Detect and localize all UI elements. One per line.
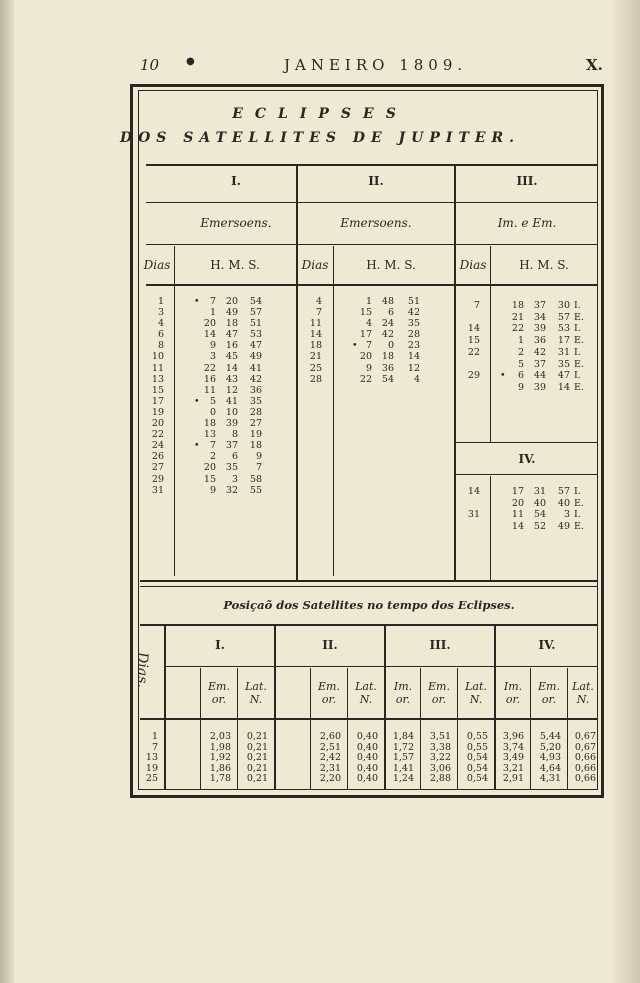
header-ornament: ● xyxy=(186,56,199,67)
rule xyxy=(174,246,175,576)
sat4-label: IV. xyxy=(518,452,536,466)
rule xyxy=(146,202,598,203)
sat3-type: Im. e Em. xyxy=(497,216,557,230)
sat3-hms-header: H. M. S. xyxy=(519,258,569,272)
sat2-seconds: 51 42 35 28 23 14 12 4 xyxy=(407,296,420,385)
pos-sat2-lat: 0,40 0,40 0,40 0,40 0,40 xyxy=(356,731,378,784)
sat1-hours: 7 1 20 14 9 3 22 16 11 5 0 18 13 7 2 20 15 9 xyxy=(203,296,216,496)
pos-sat3-im-header: Im. or. xyxy=(393,680,413,706)
pos-sat4-im-header: Im. or. xyxy=(503,680,523,706)
rule xyxy=(146,244,598,245)
sat1-seconds: 54 57 51 53 47 49 41 42 36 35 28 27 19 18 9 7 58 55 xyxy=(249,296,262,496)
sat2-dias: 4 7 11 14 18 21 25 28 xyxy=(309,296,322,385)
pos-sat4-em-header: Em. or. xyxy=(538,680,560,706)
pos-sat4-lat: 0,67 0,67 0,66 0,66 0,66 xyxy=(574,731,596,784)
sat3-dias: 7 14 15 22 29 xyxy=(467,300,480,382)
rule xyxy=(146,284,598,286)
sat4-dias: 14 31 xyxy=(467,486,480,521)
sat2-minutes: 48 6 24 42 0 18 36 54 xyxy=(381,296,394,385)
sat1-label: I. xyxy=(231,174,241,188)
pos-sat4-em: 5,44 5,20 4,93 4,64 4,31 xyxy=(539,731,561,784)
sat3-label: III. xyxy=(516,174,538,188)
sat4-minutes: 31 40 54 52 xyxy=(533,486,546,533)
pos-sat3-em-header: Em. or. xyxy=(428,680,450,706)
pos-sat3-im: 1,84 1,72 1,57 1,41 1,24 xyxy=(392,731,414,784)
pos-sat3-lat: 0,55 0,55 0,54 0,54 0,54 xyxy=(466,731,488,784)
pos-sat4-label: IV. xyxy=(538,638,556,652)
title-line-1: ECLIPSES xyxy=(232,106,408,122)
pos-sat2-em-header: Em. or. xyxy=(318,680,340,706)
rule xyxy=(146,164,598,166)
pos-sat3-lat-header: Lat. N. xyxy=(465,680,487,706)
position-dias: 1 7 13 19 25 xyxy=(145,731,158,784)
rule xyxy=(140,624,598,626)
book-spine xyxy=(0,0,14,983)
sat1-minutes: 20 49 18 47 16 45 14 43 12 41 10 39 8 37 6 35 3 32 xyxy=(225,296,238,496)
sat1-marks: • • • xyxy=(194,296,200,452)
position-dias-header: Dias. xyxy=(133,652,150,688)
page-edge xyxy=(614,0,640,983)
rule xyxy=(333,246,334,576)
rule xyxy=(490,246,491,442)
pos-sat1-em-header: Em. or. xyxy=(208,680,230,706)
section-number: X. xyxy=(586,56,603,74)
sat1-dias-header: Dias xyxy=(143,258,171,272)
rule xyxy=(490,476,491,580)
sat3-minutes: 37 34 39 36 42 37 44 39 xyxy=(533,300,546,393)
pos-sat1-lat-header: Lat. N. xyxy=(245,680,267,706)
sat3-seconds: 30 57 53 17 31 35 47 14 xyxy=(557,300,570,393)
sat2-dias-header: Dias xyxy=(301,258,329,272)
sat2-hours: 1 15 4 17 7 20 9 22 xyxy=(359,296,372,385)
sat4-hours: 17 20 11 14 xyxy=(511,486,524,533)
sat2-marks: • xyxy=(352,340,358,352)
pos-sat3-em: 3,51 3,38 3,22 3,06 2,88 xyxy=(429,731,451,784)
sat4-im-em: I. E. I. E. xyxy=(574,486,584,533)
rule xyxy=(166,666,598,667)
pos-sat2-label: II. xyxy=(322,638,338,652)
pos-sat4-im: 3,96 3,74 3,49 3,21 2,91 xyxy=(502,731,524,784)
rule xyxy=(140,586,598,587)
position-title: Posiçaõ dos Satellites no tempo dos Eclipses. xyxy=(223,598,515,612)
pos-sat2-lat-header: Lat. N. xyxy=(355,680,377,706)
rule xyxy=(140,580,598,582)
running-title: JANEIRO 1809. xyxy=(284,56,468,74)
pos-sat2-em: 2,60 2,51 2,42 2,31 2,20 xyxy=(319,731,341,784)
pos-sat1-em: 2,03 1,98 1,92 1,86 1,78 xyxy=(209,731,231,784)
sat4-seconds: 57 40 3 49 xyxy=(557,486,570,533)
sat1-type: Emersoens. xyxy=(200,216,272,230)
sat2-hms-header: H. M. S. xyxy=(366,258,416,272)
page-number: 10 xyxy=(140,56,160,74)
rule xyxy=(456,474,598,475)
sat3-marks: • xyxy=(500,370,506,382)
sat3-im-em: I. E. I. E. I. E. I. E. xyxy=(574,300,584,393)
sat1-hms-header: H. M. S. xyxy=(210,258,260,272)
pos-sat1-lat: 0,21 0,21 0,21 0,21 0,21 xyxy=(246,731,268,784)
rule xyxy=(456,442,598,443)
sat3-hours: 18 21 22 1 2 5 6 9 xyxy=(511,300,524,393)
sat3-dias-header: Dias xyxy=(459,258,487,272)
sat1-dias: 1 3 4 6 8 10 11 13 15 17 19 20 22 24 26 27 29 31 xyxy=(151,296,164,496)
pos-sat1-label: I. xyxy=(215,638,225,652)
sat2-type: Emersoens. xyxy=(340,216,412,230)
pos-sat4-lat-header: Lat. N. xyxy=(572,680,594,706)
pos-sat3-label: III. xyxy=(429,638,451,652)
title-line-2: DOS SATELLITES DE JUPITER. xyxy=(119,130,521,146)
sat2-label: II. xyxy=(368,174,384,188)
